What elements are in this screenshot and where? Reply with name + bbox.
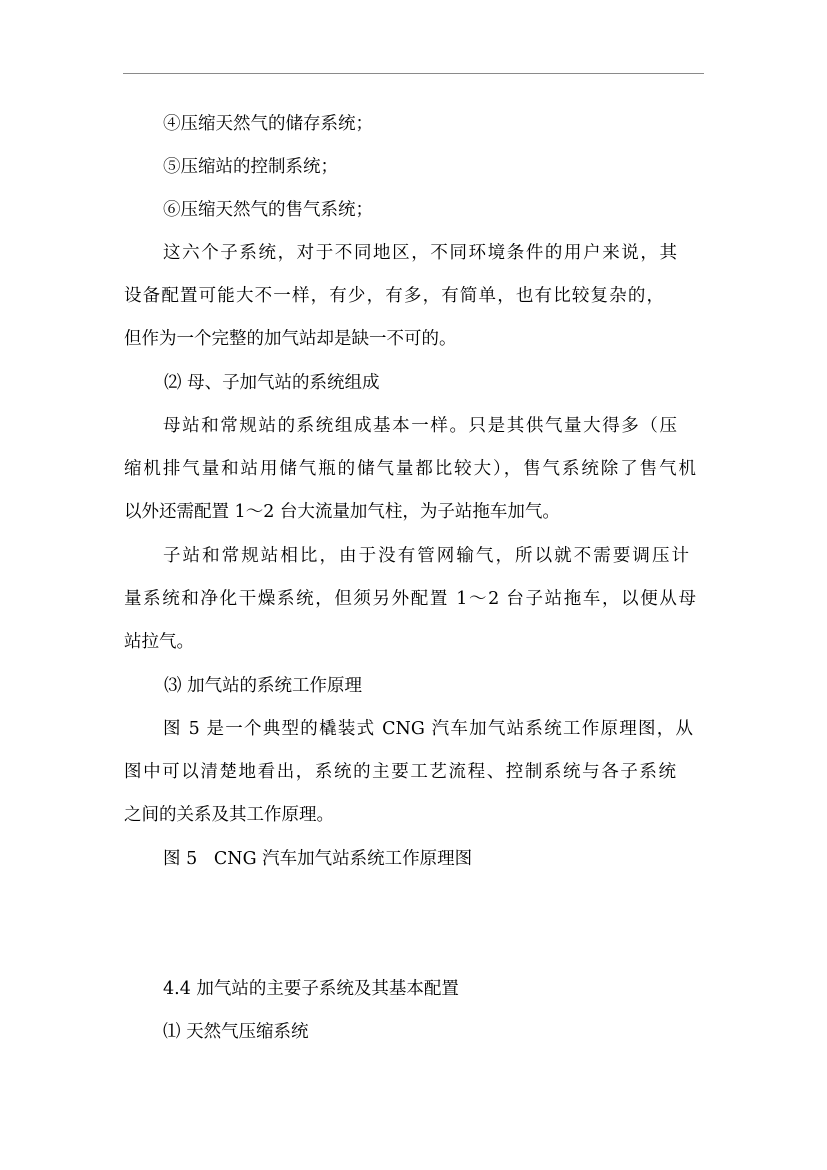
list-item-sales-system: ⑥压缩天然气的售气系统； bbox=[163, 200, 373, 220]
paragraph-line: 母站和常规站的系统组成基本一样。只是其供气量大得多（压 bbox=[163, 416, 677, 436]
paragraph-line: 缩机排气量和站用储气瓶的储气量都比较大），售气系统除了售气机 bbox=[124, 459, 696, 479]
paragraph-line: 之间的关系及其工作原理。 bbox=[124, 805, 334, 825]
paragraph-line: 但作为一个完整的加气站却是缺一不可的。 bbox=[124, 329, 457, 349]
paragraph-line: 设备配置可能大不一样，有少，有多，有简单，也有比较复杂的， bbox=[124, 286, 664, 306]
paragraph-line: 这六个子系统，对于不同地区，不同环境条件的用户来说，其 bbox=[163, 243, 677, 263]
section-heading: 4.4 加气站的主要子系统及其基本配置 bbox=[163, 979, 459, 999]
paragraph-line: 以外还需配置 1～2 台大流量加气柱，为子站拖车加气。 bbox=[124, 502, 560, 522]
heading-mother-child-stations: ⑵ 母、子加气站的系统组成 bbox=[164, 373, 380, 393]
figure-caption: 图 5 CNG 汽车加气站系统工作原理图 bbox=[163, 849, 473, 869]
paragraph-line: 图中可以清楚地看出，系统的主要工艺流程、控制系统与各子系统 bbox=[124, 762, 676, 782]
heading-working-principle: ⑶ 加气站的系统工作原理 bbox=[164, 676, 363, 696]
paragraph-line: 站拉气。 bbox=[124, 632, 194, 652]
paragraph-line: 图 5 是一个典型的橇装式 CNG 汽车加气站系统工作原理图，从 bbox=[163, 719, 693, 739]
header-rule bbox=[123, 73, 704, 74]
paragraph-line: 子站和常规站相比，由于没有管网输气，所以就不需要调压计 bbox=[163, 546, 689, 566]
paragraph-line: 量系统和净化干燥系统，但须另外配置 1～2 台子站拖车，以便从母 bbox=[124, 589, 696, 609]
list-item-control-system: ⑤压缩站的控制系统； bbox=[163, 157, 338, 177]
list-item-storage-system: ④压缩天然气的储存系统； bbox=[163, 114, 373, 134]
subheading-compression-system: ⑴ 天然气压缩系统 bbox=[163, 1022, 309, 1042]
